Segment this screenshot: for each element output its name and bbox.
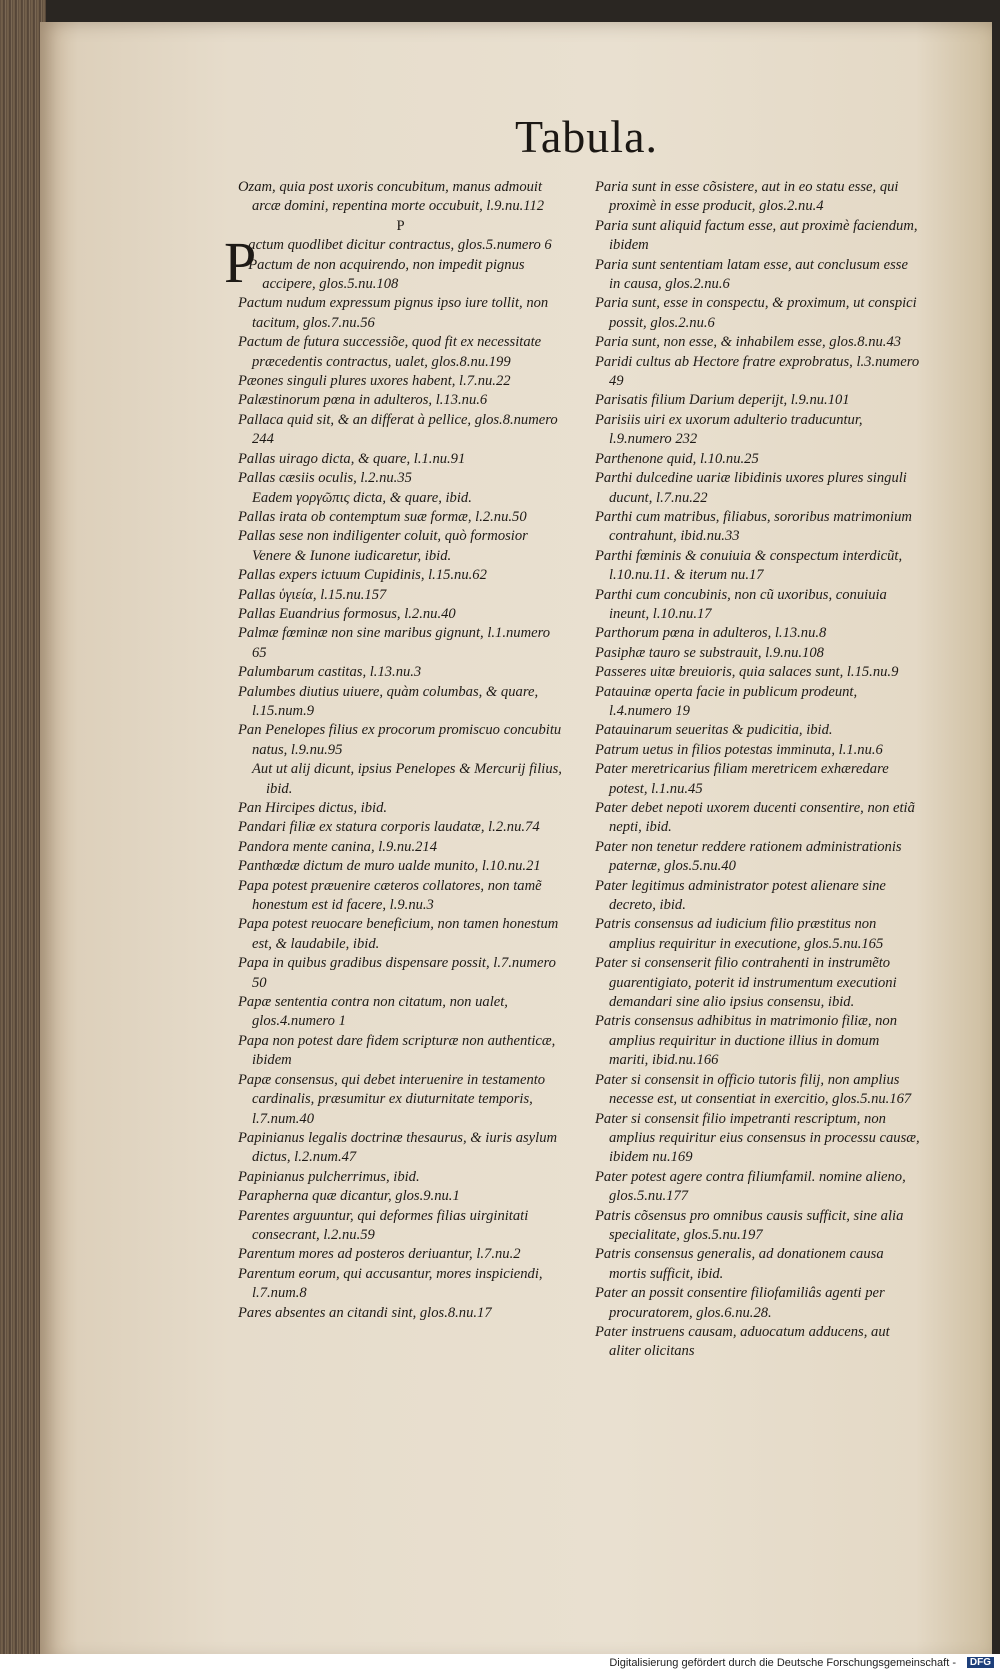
index-entry: Papinianus pulcherrimus, ibid. bbox=[238, 1168, 420, 1185]
index-entry-text: actum quodlibet dicitur contractus, glos.5.numero 6 bbox=[248, 237, 552, 254]
index-entry: Parthi dulcedine uariæ libidinis uxores plures singuli ducunt, l.7.nu.22 bbox=[595, 470, 907, 506]
index-entry: Pæones singuli plures uxores habent, l.7.nu.22 bbox=[238, 373, 511, 390]
index-entry: Pater si consensit in officio tutoris filij, non amplius necesse est, ut consentiat in exercitio, glos.5.nu.167 bbox=[595, 1071, 912, 1108]
index-entry: Paria sunt in esse cõsistere, aut in eo statu esse, qui proximè in esse producit, glos.2.nu.4 bbox=[595, 179, 899, 215]
index-entry: Pan Hircipes dictus, ibid. bbox=[238, 800, 388, 816]
index-entry: Parentum eorum, qui accusantur, mores inspiciendi, l.7.num.8 bbox=[238, 1265, 543, 1302]
index-entry: Pallas Euandrius formosus, l.2.nu.40 bbox=[238, 605, 456, 622]
index-entry: Palmæ fœminæ non sine maribus gignunt, l.1.numero 65 bbox=[238, 625, 551, 661]
index-entry: Parisatis filium Darium deperijt, l.9.nu.101 bbox=[595, 392, 850, 409]
index-entry: Pater an possit consentire filiofamiliâs agenti per procuratorem, glos.6.nu.28. bbox=[595, 1285, 885, 1321]
index-entry: Patauinæ operta facie in publicum prodeunt, l.4.numero 19 bbox=[595, 683, 858, 719]
left-column bbox=[224, 178, 563, 1323]
index-entry: Pan Penelopes filius ex procorum promiscuo concubitu natus, l.9.nu.95 bbox=[238, 722, 562, 758]
index-subentry: Aut ut alij dicunt, ipsius Penelopes & Mercurij filius, ibid. bbox=[252, 761, 562, 797]
index-subentry: Eadem γοργῶπις dicta, & quare, ibid. bbox=[252, 489, 472, 506]
letter-heading: P bbox=[396, 217, 405, 234]
index-entry: Palæstinorum pœna in adulteros, l.13.nu.6 bbox=[238, 392, 488, 409]
dfg-logo: DFG bbox=[967, 1657, 994, 1668]
index-entry: Pallaca quid sit, & an differat à pellice, glos.8.numero 244 bbox=[238, 411, 558, 448]
index-entry: Papa potest reuocare beneficium, non tamen honestum est, & laudabile, ibid. bbox=[238, 916, 559, 952]
index-entry: Paria sunt sententiam latam esse, aut conclusum esse in causa, glos.2.nu.6 bbox=[595, 256, 908, 293]
index-entry: Parisiis uiri ex uxorum adulterio traducuntur, l.9.numero 232 bbox=[595, 411, 863, 448]
index-entry: Paria sunt, non esse, & inhabilem esse, glos.8.nu.43 bbox=[595, 334, 902, 351]
index-entry: Parthenone quid, l.10.nu.25 bbox=[595, 450, 759, 467]
index-entry: Patris cõsensus pro omnibus causis sufficit, sine alia specialitate, glos.5.nu.197 bbox=[595, 1207, 904, 1243]
index-entry: Papa non potest dare fidem scripturæ non authenticæ, ibidem bbox=[238, 1032, 556, 1069]
index-entry: Paridi cultus ab Hectore fratre exprobratus, l.3.numero 49 bbox=[595, 353, 920, 390]
index-entry: Pater non tenetur reddere rationem administrationis paternæ, glos.5.nu.40 bbox=[595, 838, 902, 875]
index-entry: Pactum de futura successiõe, quod fit ex necessitate præcedentis contractus, ualet, glos.8.nu.199 bbox=[238, 334, 542, 370]
index-entry: Parentes arguuntur, qui deformes filias uirginitati consecrant, l.2.nu.59 bbox=[238, 1207, 529, 1243]
index-entry: Pasiphæ tauro se substrauit, l.9.nu.108 bbox=[595, 644, 824, 661]
index-entry: Passeres uitæ breuioris, quia salaces sunt, l.15.nu.9 bbox=[595, 664, 899, 681]
index-entry: Pactum nudum expressum pignus ipso iure tollit, non tacitum, glos.7.nu.56 bbox=[238, 295, 549, 331]
index-entry: Pallas expers ictuum Cupidinis, l.15.nu.62 bbox=[238, 567, 487, 584]
index-entry: Pallas ὑγιεία, l.15.nu.157 bbox=[238, 586, 387, 603]
footer-credit: Digitalisierung gefördert durch die Deutsche Forschungsgemeinschaft - bbox=[609, 1657, 956, 1669]
index-entry: Papæ consensus, qui debet interuenire in testamento cardinalis, præsumitur ex diuturnitate temporis, l.7.num.40 bbox=[238, 1071, 546, 1127]
index-entry: Pares absentes an citandi sint, glos.8.nu.17 bbox=[238, 1304, 492, 1321]
index-entry: Parthi cum concubinis, non cũ uxoribus, conuiuia ineunt, l.10.nu.17 bbox=[595, 586, 887, 622]
index-entry: Patris consensus generalis, ad donationem causa mortis sufficit, ibid. bbox=[595, 1246, 884, 1282]
index-entry: Parentum mores ad posteros deriuantur, l.7.nu.2 bbox=[238, 1246, 521, 1263]
index-entry: Patris consensus ad iudicium filio præstitus non amplius requiritur in executione, glos.5.nu.165 bbox=[595, 916, 884, 952]
index-entry: Pandora mente canina, l.9.nu.214 bbox=[238, 838, 438, 855]
index-entry: Pater potest agere contra filiumfamil. nomine alieno, glos.5.nu.177 bbox=[595, 1168, 906, 1205]
index-entry: Papa in quibus gradibus dispensare possit, l.7.numero 50 bbox=[238, 955, 556, 991]
index-entry: Pandari filiæ ex statura corporis laudatæ, l.2.nu.74 bbox=[238, 819, 540, 836]
index-entry: Ozam, quia post uxoris concubitum, manus admouit arcæ domini, repentina morte occubuit, l.9.nu.112 bbox=[238, 179, 545, 215]
index-entry: Paria sunt, esse in conspectu, & proximum, ut conspici possit, glos.2.nu.6 bbox=[595, 295, 917, 331]
index-entry: Paria sunt aliquid factum esse, aut proximè faciendum, ibidem bbox=[595, 217, 918, 254]
index-entry: Pactum de non acquirendo, non impedit pignus accipere, glos.5.nu.108 bbox=[248, 256, 525, 293]
index-entry: Papæ sententia contra non citatum, non ualet, glos.4.numero 1 bbox=[238, 994, 508, 1030]
index-entry: Pallas sese non indiligenter coluit, quò formosior Venere & Iunone iudicaretur, ibid. bbox=[238, 528, 528, 564]
index-entry: Patris consensus adhibitus in matrimonio filiæ, non amplius requiritur in ductione illius in domum mariti, ibid.nu.166 bbox=[595, 1013, 898, 1069]
index-entry: Patauinarum seueritas & pudicitia, ibid. bbox=[595, 722, 833, 739]
index-entry: Pallas uirago dicta, & quare, l.1.nu.91 bbox=[238, 450, 466, 467]
index-entry: Palumbes diutius uiuere, quàm columbas, & quare, l.15.num.9 bbox=[238, 683, 539, 719]
index-entry: Pallas cæsiis oculis, l.2.nu.35 bbox=[238, 470, 412, 487]
index-entry: Parapherna quæ dicantur, glos.9.nu.1 bbox=[238, 1188, 460, 1205]
index-entry: Parthorum pœna in adulteros, l.13.nu.8 bbox=[595, 625, 827, 642]
index-entry: Papa potest præuenire cæteros collatores, non tamẽ honestum est id facere, l.9.nu.3 bbox=[238, 877, 542, 914]
index-entry: Pater debet nepoti uxorem ducenti consentire, non etiã nepti, ibid. bbox=[595, 800, 915, 836]
index-entry: Pater si consensit filio impetranti rescriptum, non amplius requiritur eius consensus in processu causæ, ibidem nu.169 bbox=[595, 1110, 920, 1166]
index-entry: Papinianus legalis doctrinæ thesaurus, & iuris asylum dictus, l.2.num.47 bbox=[238, 1129, 558, 1166]
index-entry: Pater meretricarius filiam meretricem exhæredare potest, l.1.nu.45 bbox=[595, 761, 889, 797]
index-entry: Pallas irata ob contemptum suæ formæ, l.2.nu.50 bbox=[238, 508, 527, 525]
dropcap-letter: P bbox=[224, 230, 257, 296]
right-column bbox=[595, 178, 920, 1362]
index-entry: Pater legitimus administrator potest alienare sine decreto, ibid. bbox=[595, 877, 886, 914]
page-title: Tabula. bbox=[515, 111, 659, 162]
index-entry: Palumbarum castitas, l.13.nu.3 bbox=[238, 664, 422, 681]
digitization-footer bbox=[0, 1654, 1000, 1674]
index-entry: Parthi fœminis & conuiuia & conspectum interdicũt, l.10.nu.11. & iterum nu.17 bbox=[595, 547, 903, 584]
index-entry: Parthi cum matribus, filiabus, sororibus matrimonium contrahunt, ibid.nu.33 bbox=[595, 508, 912, 545]
index-entry: Panthœdæ dictum de muro ualde munito, l.10.nu.21 bbox=[238, 858, 541, 875]
index-entry: Patrum uetus in filios potestas imminuta, l.1.nu.6 bbox=[595, 741, 883, 758]
index-entry: Pater si consenserit filio contrahenti in instrumẽto guarentigiato, poterit id instrumentum executioni demandari sine alio ipsius consensu, ibid. bbox=[595, 955, 897, 1011]
index-entry: Pater instruens causam, aduocatum adducens, aut aliter olicitans bbox=[595, 1323, 890, 1360]
